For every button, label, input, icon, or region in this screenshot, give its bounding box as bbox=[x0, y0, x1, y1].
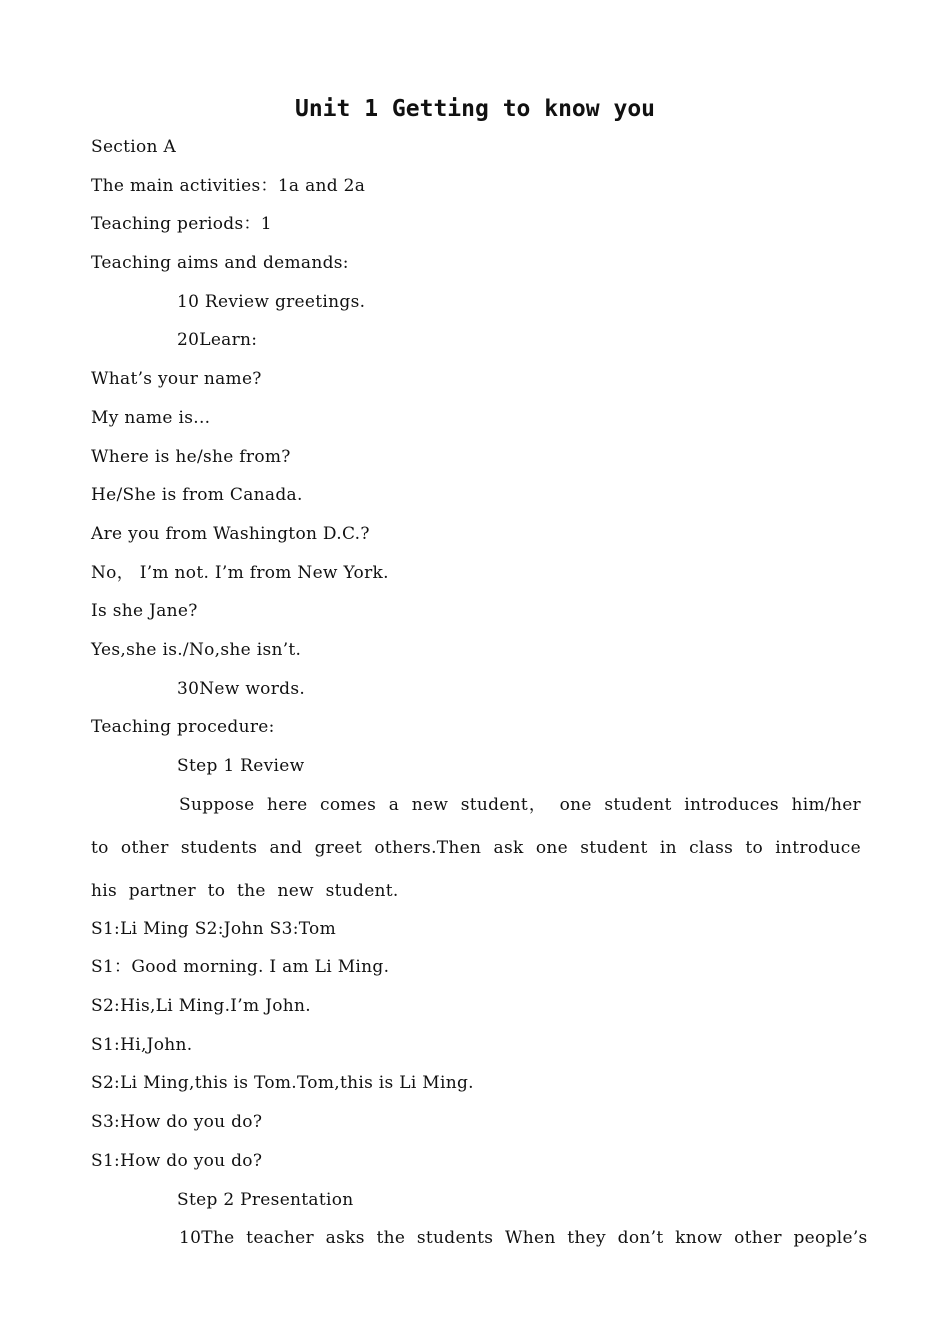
step-heading: Step 2 Presentation bbox=[177, 1189, 354, 1210]
aim-item: 20Learn: bbox=[177, 330, 258, 351]
aim-item: 30New words. bbox=[177, 678, 306, 699]
dialogue-line: S1:How do you do? bbox=[91, 1150, 263, 1171]
step-paragraph: 10The teacher asks the students When they don’t know other people’s bbox=[179, 1228, 868, 1249]
target-sentence: Where is he/she from? bbox=[91, 446, 291, 467]
dialogue-line: S1:Li Ming S2:John S3:Tom bbox=[91, 918, 337, 939]
aims-heading: Teaching aims and demands: bbox=[91, 253, 349, 274]
teaching-periods: Teaching periods：1 bbox=[91, 214, 272, 235]
step-heading: Step 1 Review bbox=[177, 756, 305, 776]
dialogue-line: S1:Hi,John. bbox=[91, 1034, 193, 1055]
target-sentence: No， I’m not. I’m from New York. bbox=[91, 562, 389, 583]
step-paragraph: Suppose here comes a new student， one student introduces him/her to other students and greet others.Then ask one student in class to introduce his partner to the new student. bbox=[91, 794, 861, 901]
main-activities: The main activities：1a and 2a bbox=[91, 175, 366, 196]
dialogue-line: S2:Li Ming,this is Tom.Tom,this is Li Ming. bbox=[91, 1073, 474, 1094]
section-label: Section A bbox=[91, 137, 177, 157]
target-sentence: Are you from Washington D.C.? bbox=[91, 523, 370, 544]
target-sentence: What’s your name? bbox=[91, 369, 262, 390]
target-sentence: My name is... bbox=[91, 407, 211, 428]
dialogue-line: S2:His,Li Ming.I’m John. bbox=[91, 996, 311, 1017]
procedure-heading: Teaching procedure: bbox=[91, 717, 275, 738]
target-sentence: He/She is from Canada. bbox=[91, 485, 303, 506]
dialogue-line: S1：Good morning. I am Li Ming. bbox=[91, 957, 390, 978]
dialogue-line: S3:How do you do? bbox=[91, 1112, 263, 1133]
aim-item: 10 Review greetings. bbox=[177, 291, 366, 312]
target-sentence: Is she Jane? bbox=[91, 601, 198, 622]
document-body bbox=[91, 128, 868, 1258]
target-sentence: Yes,she is./No,she isn’t. bbox=[91, 639, 302, 660]
page-title: Unit 1 Getting to know you bbox=[294, 96, 656, 122]
